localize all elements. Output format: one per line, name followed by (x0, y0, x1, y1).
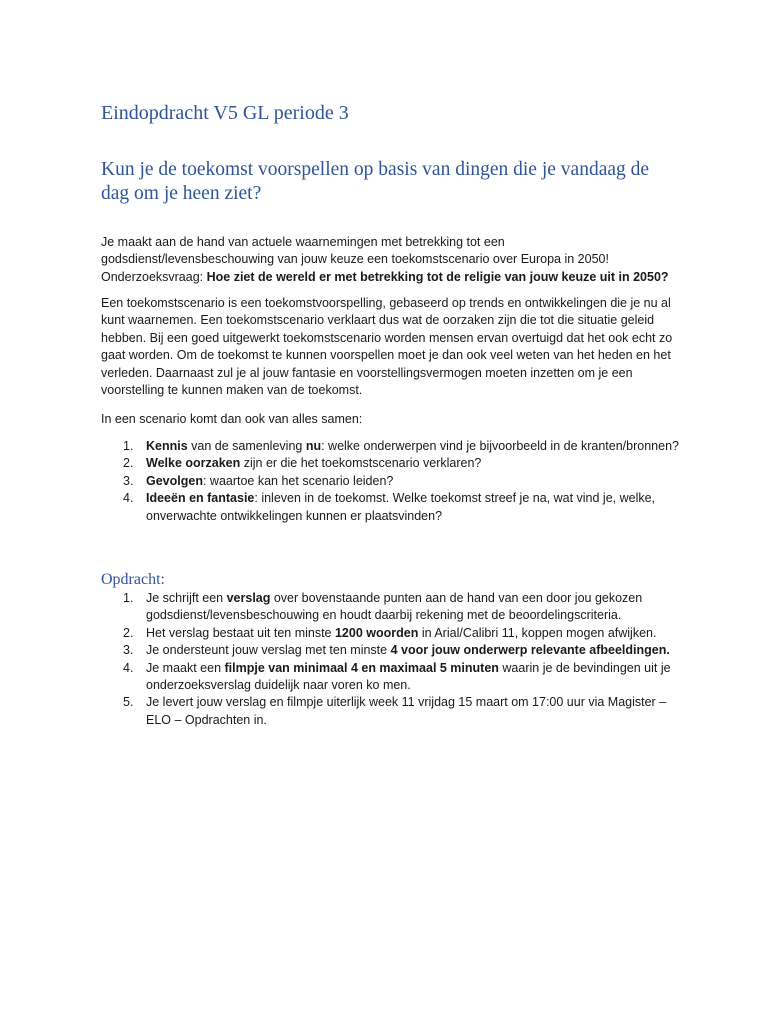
scenario-intro-paragraph: In een scenario komt dan ook van alles samen: (101, 412, 363, 426)
assignment-heading: Opdracht: (101, 571, 165, 588)
scenario-explanation-paragraph: Een toekomstscenario is een toekomstvoorspelling, gebaseerd op trends en ontwikkelingen die je nu al kunt waarnemen. Een toekomstscenario verklaart dus wat de oorzaken zijn die tot die situatie geleid hebben. Bij een goed uitgewerkt toekomstscenario worden mensen ervan overtuigd dat het ook echt zo gaat worden. Om de toekomst te kunnen voorspellen moet je dan ook veel weten van het heden en het verleden. Daarnaast zul je al jouw fantasie en voorstellingsvermogen moeten inzetten om je een voorstelling te kunnen maken van de toekomst. (101, 296, 673, 398)
list-item: 2. Het verslag bestaat uit ten minste 1200 woorden in Arial/Calibri 11, koppen mogen afwijken. (123, 625, 657, 640)
list-item: 5. Je levert jouw verslag en filmpje uiterlijk week 11 vrijdag 15 maart om 17:00 uur via Magister – ELO – Opdrachten in. (123, 695, 667, 727)
list-item: 3. Gevolgen: waartoe kan het scenario leiden? (123, 473, 394, 488)
list-item: 4. Je maakt een filmpje van minimaal 4 en maximaal 5 minuten waarin je de bevindingen uit je onderzoeksverslag duidelijk naar voren ko men. (123, 660, 671, 693)
research-question: Hoe ziet de wereld er met betrekking tot de religie van jouw keuze uit in 2050? (206, 269, 669, 284)
document-subtitle: Kun je de toekomst voorspellen op basis van dingen die je vandaag de dag om je heen ziet? (101, 159, 650, 204)
research-question-label: Onderzoeksvraag: (101, 269, 207, 284)
list-item: 1. Je schrijft een verslag over bovenstaande punten aan de hand van een door jou gekozen godsdienst/levensbeschouwing en houdt daarbij rekening met de beoordelingscriteria. (123, 591, 643, 623)
scenario-elements-list (101, 438, 681, 525)
intro-paragraph (101, 234, 681, 286)
list-item: 3. Je ondersteunt jouw verslag met ten minste 4 voor jouw onderwerp relevante afbeeldingen. (123, 643, 670, 658)
assignment-list (101, 590, 681, 729)
list-item: 4. Ideeën en fantasie: inleven in de toekomst. Welke toekomst streef je na, wat vind je, welke, onverwachte ontwikkelingen kunnen er plaatsvinden? (123, 491, 656, 523)
list-item: 2. Welke oorzaken zijn er die het toekomstscenario verklaren? (123, 456, 482, 471)
intro-text: Je maakt aan de hand van actuele waarnemingen met betrekking tot een godsdienst/levensbeschouwing van jouw keuze een toekomstscenario over Europa in 2050! (101, 235, 609, 267)
list-item: 1. Kennis van de samenleving nu: welke onderwerpen vind je bijvoorbeeld in de kranten/bronnen? (123, 439, 679, 453)
document-title: Eindopdracht V5 GL periode 3 (101, 102, 349, 124)
